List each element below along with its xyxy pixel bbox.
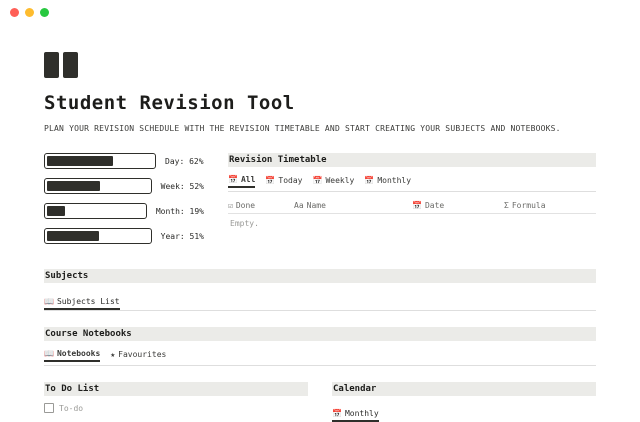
subjects-divider <box>44 310 596 311</box>
progress-row-day <box>44 153 204 169</box>
text-icon: Aa <box>294 201 304 210</box>
column-header-name-label: Name <box>306 201 326 210</box>
tab-today-label: Today <box>278 176 303 185</box>
course-notebooks-section <box>44 327 596 366</box>
progress-label-day: Day: 62% <box>165 156 204 166</box>
subjects-section <box>44 269 596 311</box>
subjects-tabs <box>44 291 596 310</box>
bottom-columns <box>44 382 596 422</box>
column-header-formula[interactable] <box>504 201 596 210</box>
calendar-tabs <box>332 403 596 422</box>
column-header-date[interactable] <box>412 201 504 210</box>
course-notebooks-header <box>44 327 596 341</box>
list-item[interactable] <box>44 403 308 413</box>
book-icon: 📖 <box>44 297 54 306</box>
column-header-formula-label: Formula <box>511 201 546 210</box>
tab-today[interactable] <box>265 176 302 187</box>
calendar-header <box>332 382 596 396</box>
tab-monthly[interactable] <box>364 176 411 187</box>
tab-notebooks-label: Notebooks <box>56 349 101 358</box>
column-header-date-label: Date <box>424 201 445 210</box>
progress-label-month: Month: 19% <box>155 206 204 216</box>
progress-bar-week <box>44 178 152 194</box>
calendar-icon: 📅 <box>332 409 342 418</box>
calendar-icon: 📅 <box>228 175 238 184</box>
todo-item-label: To-do <box>59 403 84 413</box>
todo-header <box>44 382 308 396</box>
checkbox-icon[interactable] <box>44 403 54 413</box>
tab-favourites-label: Favourites <box>118 350 167 359</box>
tab-subjects-list-label: Subjects List <box>56 297 120 306</box>
progress-row-week <box>44 178 204 194</box>
main-columns <box>44 153 596 253</box>
page-content <box>0 52 640 422</box>
revision-timetable-column-headers <box>228 198 596 214</box>
tab-favourites[interactable] <box>110 350 166 361</box>
revision-timetable-header <box>228 153 596 167</box>
progress-bar-month <box>44 203 147 219</box>
tab-notebooks[interactable] <box>44 349 100 362</box>
revision-timetable-title: Revision Timetable <box>229 155 327 165</box>
subjects-title: Subjects <box>45 271 89 281</box>
revision-timetable-empty-state: Empty. <box>230 219 259 228</box>
tab-calendar-monthly[interactable] <box>332 409 379 422</box>
progress-bar-day <box>44 153 156 169</box>
todo-section <box>44 382 308 422</box>
column-header-name[interactable] <box>294 201 412 210</box>
progress-label-year: Year: 51% <box>160 231 204 241</box>
progress-bar-year <box>44 228 152 244</box>
todo-title: To Do List <box>45 384 100 394</box>
sigma-icon: Σ <box>504 201 509 210</box>
star-icon: ★ <box>110 350 116 359</box>
calendar-icon: 📅 <box>312 176 323 185</box>
tab-monthly-label: Monthly <box>377 176 412 185</box>
progress-row-month <box>44 203 204 219</box>
calendar-section <box>332 382 596 422</box>
subjects-header <box>44 269 596 283</box>
calendar-icon: 📅 <box>364 176 375 185</box>
tab-subjects-list[interactable] <box>44 297 120 310</box>
column-header-done-label: Done <box>235 201 256 210</box>
tab-weekly[interactable] <box>312 176 354 187</box>
progress-label-week: Week: 52% <box>160 181 204 191</box>
minimize-window-button[interactable] <box>25 8 34 17</box>
course-notebooks-title: Course Notebooks <box>45 329 132 339</box>
tab-calendar-monthly-label: Monthly <box>344 409 379 418</box>
tab-all[interactable] <box>228 175 255 188</box>
calendar-title: Calendar <box>333 384 377 394</box>
progress-panel <box>44 153 204 253</box>
column-header-done[interactable] <box>228 201 294 210</box>
revision-timetable-view-tabs <box>228 175 596 192</box>
open-book-icon <box>44 52 78 78</box>
progress-row-year <box>44 228 204 244</box>
page-title: Student Revision Tool <box>44 92 295 114</box>
course-notebooks-tabs <box>44 349 596 366</box>
calendar-icon: 📅 <box>265 176 276 185</box>
tab-weekly-label: Weekly <box>325 176 355 185</box>
calendar-icon: 📅 <box>412 201 422 210</box>
book-icon: 📖 <box>44 349 54 358</box>
page-subtitle: PLAN YOUR REVISION SCHEDULE WITH THE REVISION TIMETABLE AND START CREATING YOUR SUBJECTS AND NOTEBOOKS. <box>44 124 561 133</box>
revision-timetable-panel <box>228 153 596 253</box>
close-window-button[interactable] <box>10 8 19 17</box>
window-titlebar <box>0 0 640 24</box>
tab-all-label: All <box>240 175 256 184</box>
checkbox-icon: ☑ <box>228 201 233 210</box>
zoom-window-button[interactable] <box>40 8 49 17</box>
